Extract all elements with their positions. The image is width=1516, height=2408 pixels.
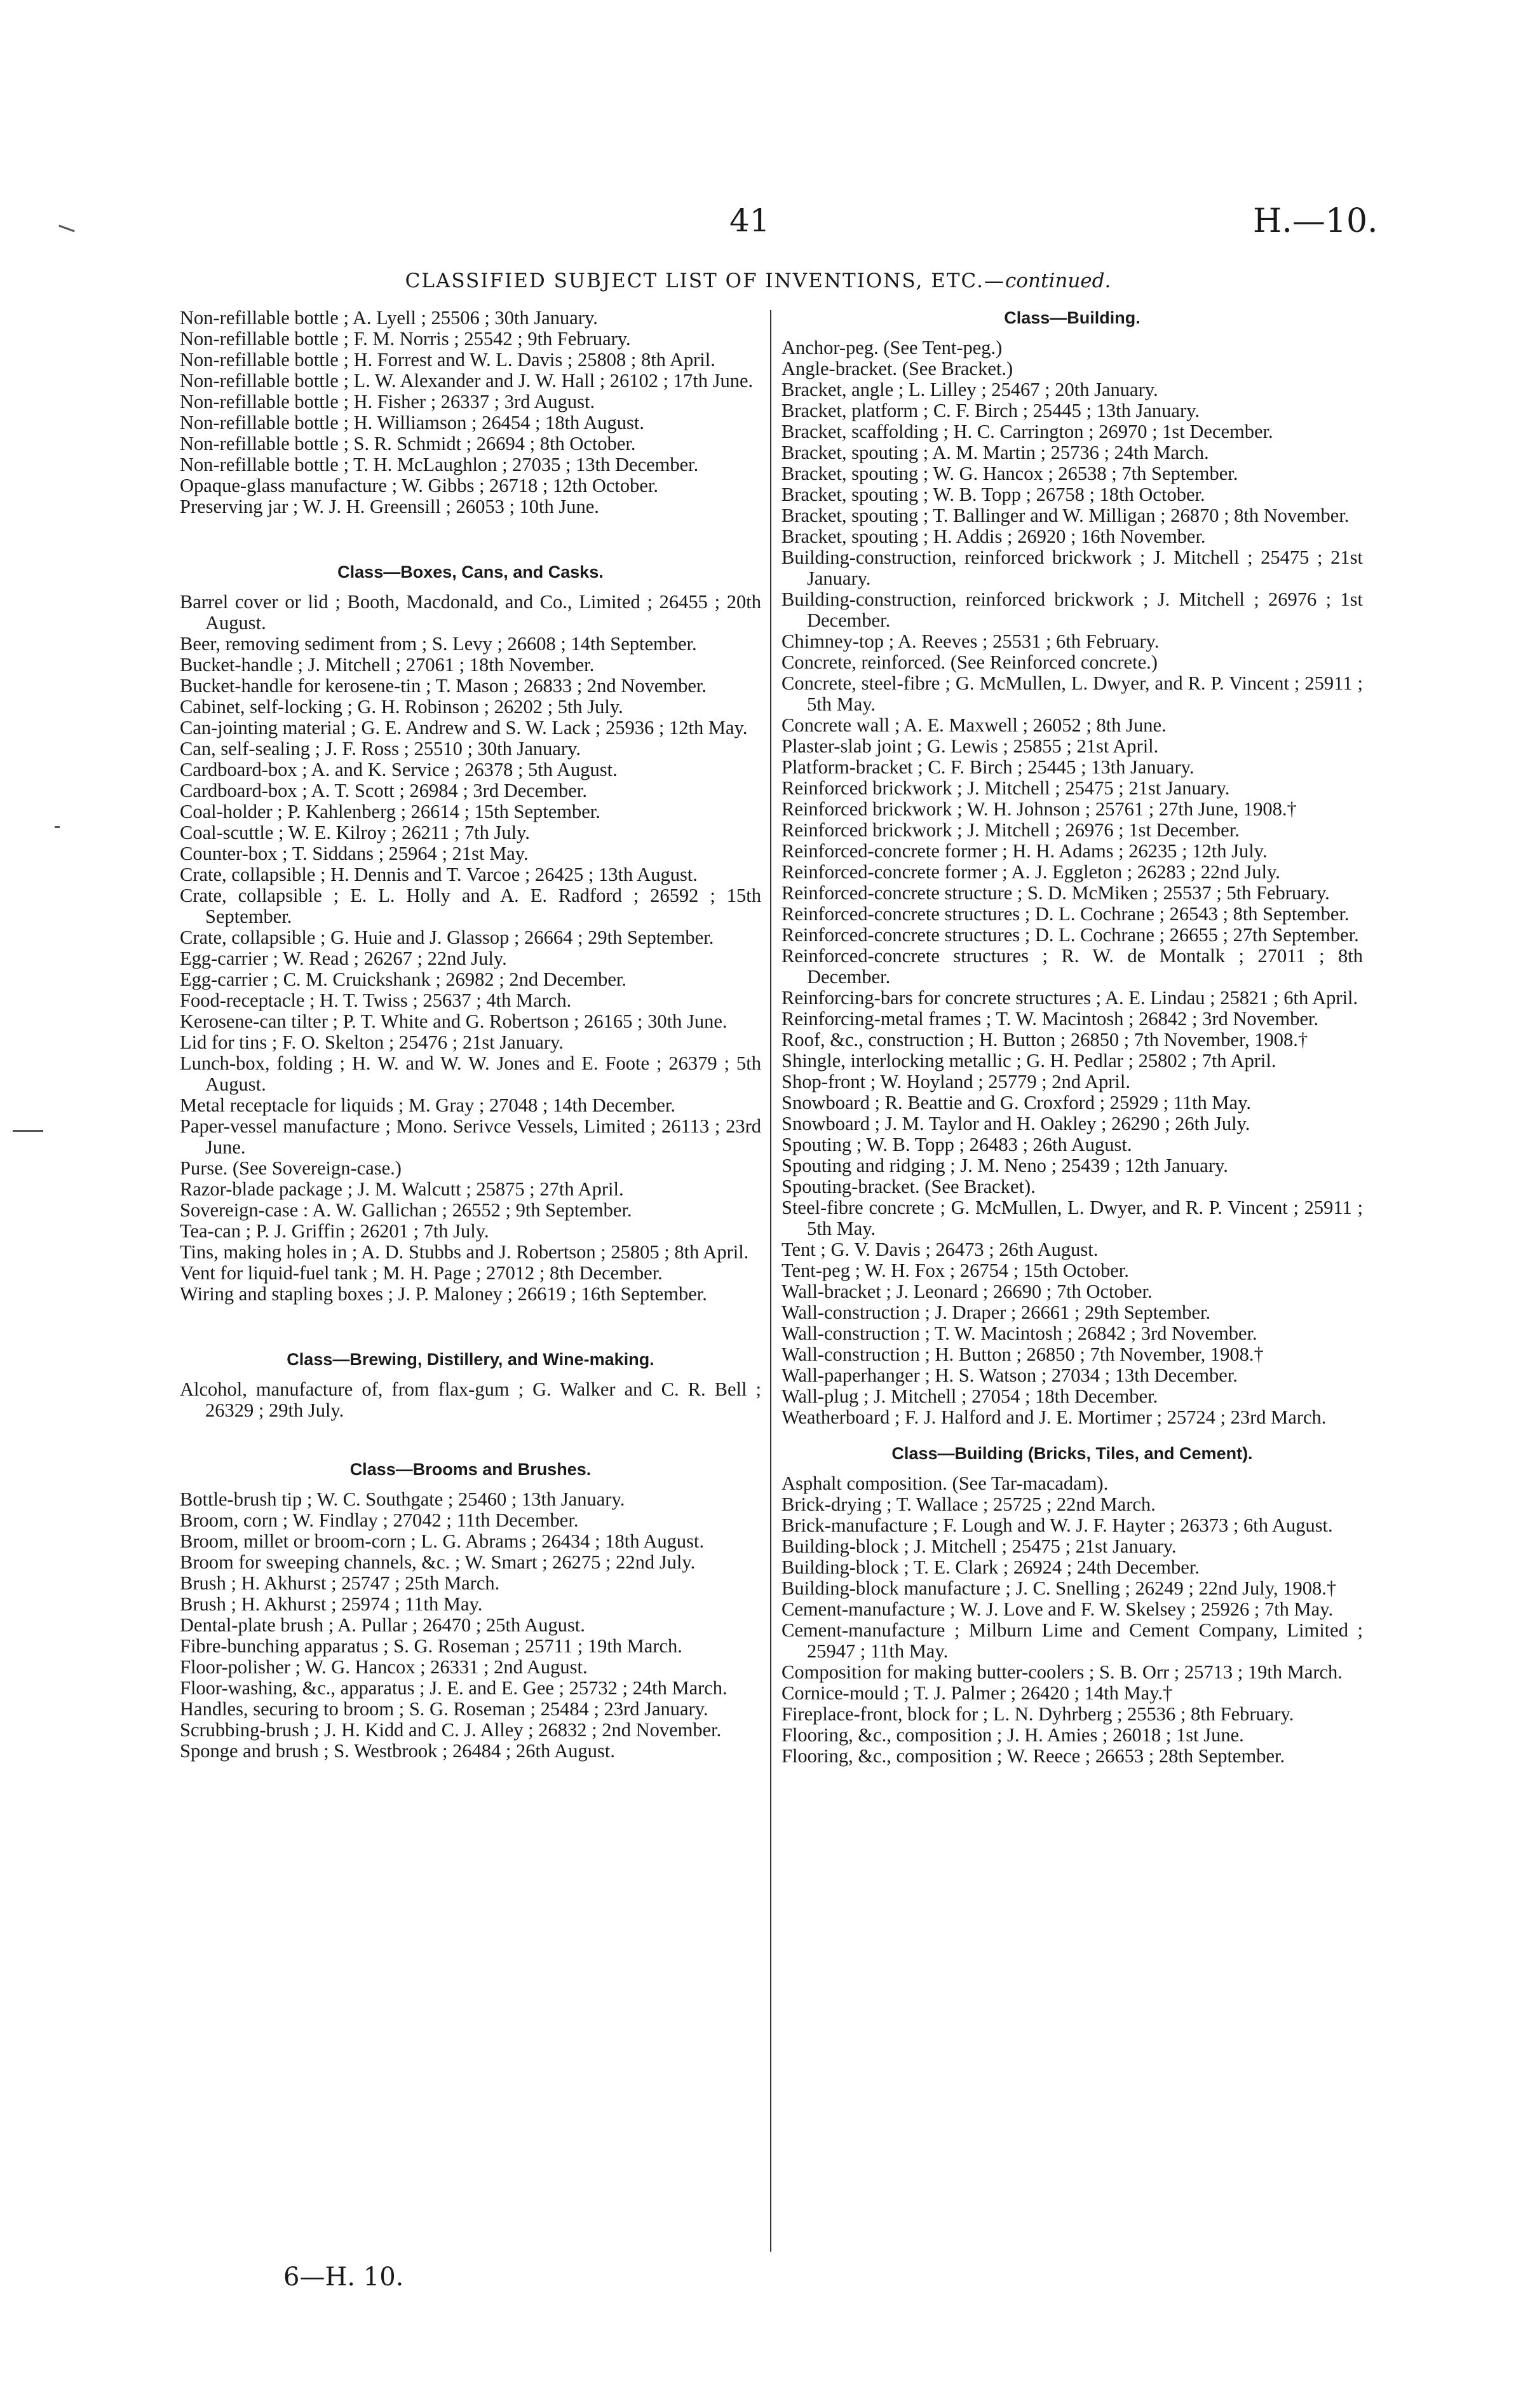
list-item: Beer, removing sediment from ; S. Levy ; 26608 ; 14th September.: [180, 633, 697, 655]
entry-list: [180, 592, 761, 1305]
list-item: Brick-drying ; T. Wallace ; 25725 ; 22nd March.: [782, 1493, 1156, 1515]
entry-list: [180, 1379, 761, 1421]
document-code: H.—10.: [1253, 202, 1378, 240]
list-item: Tea-can ; P. J. Griffin ; 26201 ; 7th July.: [180, 1220, 489, 1242]
list-item: Angle-bracket. (See Bracket.): [782, 358, 1013, 379]
list-item: Bracket, spouting ; A. M. Martin ; 25736 ; 24th March.: [782, 442, 1209, 463]
list-item: Brick-manufacture ; F. Lough and W. J. F. Hayter ; 26373 ; 6th August.: [782, 1514, 1333, 1536]
list-item: Bottle-brush tip ; W. C. Southgate ; 25460 ; 13th January.: [180, 1488, 625, 1510]
list-item: Opaque-glass manufacture ; W. Gibbs ; 26718 ; 12th October.: [180, 475, 659, 496]
list-item: Food-receptacle ; H. T. Twiss ; 25637 ; 4th March.: [180, 990, 572, 1011]
list-item: Barrel cover or lid ; Booth, Macdonald, and Co., Limited ; 26455 ; 20th August.: [180, 591, 761, 634]
list-item: Wall-construction ; J. Draper ; 26661 ; 29th September.: [782, 1302, 1211, 1323]
list-item: Bracket, spouting ; W. B. Topp ; 26758 ; 18th October.: [782, 484, 1205, 505]
list-item: Non-refillable bottle ; S. R. Schmidt ; 26694 ; 8th October.: [180, 433, 636, 454]
list-item: Chimney-top ; A. Reeves ; 25531 ; 6th February.: [782, 630, 1160, 652]
list-item: Reinforced-concrete structures ; D. L. Cochrane ; 26655 ; 27th September.: [782, 924, 1359, 946]
list-item: Steel-fibre concrete ; G. McMullen, L. Dwyer, and R. P. Vincent ; 25911 ; 5th May.: [782, 1197, 1363, 1239]
list-item: Spouting ; W. B. Topp ; 26483 ; 26th August.: [782, 1134, 1132, 1155]
list-item: Concrete, steel-fibre ; G. McMullen, L. Dwyer, and R. P. Vincent ; 25911 ; 5th May.: [782, 672, 1363, 715]
list-item: Floor-washing, &c., apparatus ; J. E. and E. Gee ; 25732 ; 24th March.: [180, 1677, 728, 1699]
list-item: Anchor-peg. (See Tent-peg.): [782, 337, 1003, 358]
list-item: Reinforced-concrete former ; H. H. Adams ; 26235 ; 12th July.: [782, 840, 1268, 862]
list-item: Razor-blade package ; J. M. Walcutt ; 25875 ; 27th April.: [180, 1178, 624, 1200]
page-title-text: CLASSIFIED SUBJECT LIST OF INVENTIONS, ETC.—: [405, 269, 1006, 292]
section-heading: Class—Boxes, Cans, and Casks.: [337, 562, 604, 582]
list-item: Can-jointing material ; G. E. Andrew and S. W. Lack ; 25936 ; 12th May.: [180, 717, 748, 738]
list-item: Bucket-handle for kerosene-tin ; T. Mason ; 26833 ; 2nd November.: [180, 675, 707, 697]
list-item: Spouting-bracket. (See Bracket).: [782, 1176, 1036, 1197]
list-item: Asphalt composition. (See Tar-macadam).: [782, 1473, 1109, 1494]
list-item: Reinforced-concrete structures ; D. L. Cochrane ; 26543 ; 8th September.: [782, 903, 1350, 925]
list-item: Bracket, scaffolding ; H. C. Carrington ; 26970 ; 1st December.: [782, 421, 1273, 442]
column-divider: [770, 310, 771, 2252]
list-item: Reinforced-concrete structures ; R. W. de Montalk ; 27011 ; 8th December.: [782, 945, 1363, 988]
list-item: Reinforced-concrete former ; A. J. Eggleton ; 26283 ; 22nd July.: [782, 861, 1280, 883]
list-item: Metal receptacle for liquids ; M. Gray ; 27048 ; 14th December.: [180, 1094, 676, 1116]
section-heading: Class—Brooms and Brushes.: [349, 1460, 592, 1479]
list-item: Brush ; H. Akhurst ; 25747 ; 25th March.: [180, 1572, 500, 1594]
section-boxes: [180, 562, 761, 1305]
page-title-suffix: continued.: [1005, 269, 1111, 292]
list-item: Platform-bracket ; C. F. Birch ; 25445 ; 13th January.: [782, 756, 1195, 778]
list-item: Cardboard-box ; A. and K. Service ; 26378 ; 5th August.: [180, 759, 618, 780]
list-item: Egg-carrier ; C. M. Cruickshank ; 26982 ; 2nd December.: [180, 969, 627, 990]
list-item: Bucket-handle ; J. Mitchell ; 27061 ; 18th November.: [180, 654, 595, 676]
list-item: Fireplace-front, block for ; L. N. Dyhrberg ; 25536 ; 8th February.: [782, 1703, 1294, 1725]
scan-mark: [58, 225, 74, 233]
list-item: Snowboard ; J. M. Taylor and H. Oakley ; 26290 ; 26th July.: [782, 1113, 1250, 1134]
entry-list: [782, 337, 1363, 1428]
list-item: Building-construction, reinforced brickwork ; J. Mitchell ; 25475 ; 21st January.: [782, 547, 1363, 589]
list-item: Can, self-sealing ; J. F. Ross ; 25510 ; 30th January.: [180, 738, 581, 759]
list-item: Concrete, reinforced. (See Reinforced concrete.): [782, 651, 1158, 673]
list-item: Bracket, spouting ; H. Addis ; 26920 ; 16th November.: [782, 526, 1206, 547]
page-title: [0, 269, 1516, 292]
list-item: Non-refillable bottle ; T. H. McLaughlon ; 27035 ; 13th December.: [180, 454, 699, 475]
list-item: Brush ; H. Akhurst ; 25974 ; 11th May.: [180, 1593, 483, 1615]
list-item: Weatherboard ; F. J. Halford and J. E. Mortimer ; 25724 ; 23rd March.: [782, 1406, 1327, 1428]
section-bricks: [782, 1443, 1363, 1767]
list-item: Vent for liquid-fuel tank ; M. H. Page ; 27012 ; 8th December.: [180, 1262, 663, 1284]
list-item: Building-block ; J. Mitchell ; 25475 ; 21st January.: [782, 1535, 1177, 1557]
list-item: Composition for making butter-coolers ; S. B. Orr ; 25713 ; 19th March.: [782, 1661, 1343, 1683]
list-item: Crate, collapsible ; E. L. Holly and A. E. Radford ; 26592 ; 15th September.: [180, 885, 761, 927]
list-item: Fibre-bunching apparatus ; S. G. Roseman ; 25711 ; 19th March.: [180, 1635, 682, 1657]
section-heading: Class—Brewing, Distillery, and Wine-making.: [287, 1350, 654, 1369]
list-item: Reinforced brickwork ; J. Mitchell ; 25475 ; 21st January.: [782, 777, 1230, 799]
list-item: Reinforcing-bars for concrete structures ; A. E. Lindau ; 25821 ; 6th April.: [782, 987, 1358, 1009]
list-item: Cornice-mould ; T. J. Palmer ; 26420 ; 14th May.†: [782, 1682, 1173, 1704]
list-item: Bracket, spouting ; W. G. Hancox ; 26538 ; 7th September.: [782, 463, 1238, 484]
section-brewing: [180, 1349, 761, 1421]
list-item: Building-construction, reinforced brickwork ; J. Mitchell ; 26976 ; 1st December.: [782, 588, 1363, 631]
list-item: Cement-manufacture ; Milburn Lime and Cement Company, Limited ; 25947 ; 11th May.: [782, 1619, 1363, 1662]
list-item: Shop-front ; W. Hoyland ; 25779 ; 2nd April.: [782, 1071, 1130, 1092]
list-item: Crate, collapsible ; G. Huie and J. Glassop ; 26664 ; 29th September.: [180, 927, 714, 948]
list-item: Non-refillable bottle ; L. W. Alexander and J. W. Hall ; 26102 ; 17th June.: [180, 370, 754, 391]
list-item: Wall-bracket ; J. Leonard ; 26690 ; 7th October.: [782, 1281, 1153, 1302]
page-footer: 6—H. 10.: [283, 2262, 404, 2292]
section-heading: Class—Building (Bricks, Tiles, and Cement).: [891, 1444, 1253, 1463]
scan-mark: [55, 826, 60, 828]
list-item: Tins, making holes in ; A. D. Stubbs and J. Robertson ; 25805 ; 8th April.: [180, 1241, 749, 1263]
list-item: Purse. (See Sovereign-case.): [180, 1157, 402, 1179]
list-item: Crate, collapsible ; H. Dennis and T. Varcoe ; 26425 ; 13th August.: [180, 864, 698, 885]
list-item: Lunch-box, folding ; H. W. and W. W. Jones and E. Foote ; 26379 ; 5th August.: [180, 1052, 761, 1095]
list-item: Broom, corn ; W. Findlay ; 27042 ; 11th December.: [180, 1509, 579, 1531]
page-number: 41: [729, 202, 770, 239]
list-item: Floor-polisher ; W. G. Hancox ; 26331 ; 2nd August.: [180, 1656, 588, 1678]
list-item: Wiring and stapling boxes ; J. P. Maloney ; 26619 ; 16th September.: [180, 1283, 707, 1305]
list-item: Cement-manufacture ; W. J. Love and F. W. Skelsey ; 25926 ; 7th May.: [782, 1598, 1334, 1620]
list-item: Non-refillable bottle ; A. Lyell ; 25506 ; 30th January.: [180, 307, 598, 329]
list-item: Spouting and ridging ; J. M. Neno ; 25439 ; 12th January.: [782, 1155, 1228, 1176]
list-item: Snowboard ; R. Beattie and G. Croxford ; 25929 ; 11th May.: [782, 1092, 1251, 1113]
list-item: Handles, securing to broom ; S. G. Roseman ; 25484 ; 23rd January.: [180, 1698, 708, 1720]
list-item: Wall-paperhanger ; H. S. Watson ; 27034 ; 13th December.: [782, 1364, 1238, 1386]
list-item: Reinforced brickwork ; J. Mitchell ; 26976 ; 1st December.: [782, 819, 1240, 841]
list-item: Tent ; G. V. Davis ; 26473 ; 26th August.: [782, 1239, 1099, 1260]
list-item: Flooring, &c., composition ; J. H. Amies ; 26018 ; 1st June.: [782, 1724, 1244, 1746]
list-item: Preserving jar ; W. J. H. Greensill ; 26053 ; 10th June.: [180, 496, 599, 517]
list-item: Wall-construction ; H. Button ; 26850 ; 7th November, 1908.†: [782, 1343, 1264, 1365]
list-item: Bracket, platform ; C. F. Birch ; 25445 ; 13th January.: [782, 400, 1200, 421]
list-item: Coal-scuttle ; W. E. Kilroy ; 26211 ; 7th July.: [180, 822, 530, 843]
entry-list: [180, 1489, 761, 1762]
list-item: Non-refillable bottle ; H. Williamson ; 26454 ; 18th August.: [180, 412, 644, 433]
list-item: Flooring, &c., composition ; W. Reece ; 26653 ; 28th September.: [782, 1745, 1285, 1767]
list-item: Sponge and brush ; S. Westbrook ; 26484 ; 26th August.: [180, 1740, 615, 1762]
section-heading: Class—Building.: [1004, 308, 1140, 327]
section-brooms: [180, 1459, 761, 1762]
list-item: Egg-carrier ; W. Read ; 26267 ; 22nd July.: [180, 948, 507, 969]
list-item: Non-refillable bottle ; F. M. Norris ; 25542 ; 9th February.: [180, 328, 631, 350]
list-item: Broom, millet or broom-corn ; L. G. Abrams ; 26434 ; 18th August.: [180, 1530, 705, 1552]
list-item: Paper-vessel manufacture ; Mono. Serivce Vessels, Limited ; 26113 ; 23rd June.: [180, 1115, 761, 1158]
list-item: Counter-box ; T. Siddans ; 25964 ; 21st May.: [180, 843, 529, 864]
list-item: Reinforcing-metal frames ; T. W. Macintosh ; 26842 ; 3rd November.: [782, 1008, 1319, 1030]
list-item: Non-refillable bottle ; H. Forrest and W. L. Davis ; 25808 ; 8th April.: [180, 349, 715, 371]
right-column: [782, 308, 1363, 1767]
list-item: Bracket, angle ; L. Lilley ; 25467 ; 20th January.: [782, 379, 1158, 400]
list-item: Wall-plug ; J. Mitchell ; 27054 ; 18th December.: [782, 1385, 1158, 1407]
list-item: Plaster-slab joint ; G. Lewis ; 25855 ; 21st April.: [782, 735, 1159, 757]
list-item: Bracket, spouting ; T. Ballinger and W. Milligan ; 26870 ; 8th November.: [782, 505, 1350, 526]
list-item: Building-block manufacture ; J. C. Snelling ; 26249 ; 22nd July, 1908.†: [782, 1577, 1337, 1599]
list-item: Concrete wall ; A. E. Maxwell ; 26052 ; 8th June.: [782, 714, 1167, 736]
list-item: Lid for tins ; F. O. Skelton ; 25476 ; 21st January.: [180, 1031, 564, 1053]
left-column: [180, 308, 761, 1762]
list-item: Roof, &c., construction ; H. Button ; 26850 ; 7th November, 1908.†: [782, 1029, 1308, 1051]
list-item: Sovereign-case : A. W. Gallichan ; 26552 ; 9th September.: [180, 1199, 632, 1221]
list-item: Tent-peg ; W. H. Fox ; 26754 ; 15th October.: [782, 1260, 1129, 1281]
list-item: Reinforced-concrete structure ; S. D. McMiken ; 25537 ; 5th February.: [782, 882, 1330, 904]
list-item: Wall-construction ; T. W. Macintosh ; 26842 ; 3rd November.: [782, 1323, 1257, 1344]
list-item: Scrubbing-brush ; J. H. Kidd and C. J. Alley ; 26832 ; 2nd November.: [180, 1719, 722, 1741]
list-item: Coal-holder ; P. Kahlenberg ; 26614 ; 15th September.: [180, 801, 600, 822]
list-item: Alcohol, manufacture of, from flax-gum ; G. Walker and C. R. Bell ; 26329 ; 29th July.: [180, 1378, 761, 1421]
list-item: Building-block ; T. E. Clark ; 26924 ; 24th December.: [782, 1556, 1200, 1578]
list-item: Cabinet, self-locking ; G. H. Robinson ; 26202 ; 5th July.: [180, 696, 623, 718]
bottles-list: [180, 308, 761, 517]
list-item: Dental-plate brush ; A. Pullar ; 26470 ; 25th August.: [180, 1614, 585, 1636]
list-item: Reinforced brickwork ; W. H. Johnson ; 25761 ; 27th June, 1908.†: [782, 798, 1297, 820]
entry-list: [782, 1473, 1363, 1767]
list-item: Kerosene-can tilter ; P. T. White and G. Robertson ; 26165 ; 30th June.: [180, 1010, 728, 1032]
list-item: Non-refillable bottle ; H. Fisher ; 26337 ; 3rd August.: [180, 391, 595, 412]
list-item: Shingle, interlocking metallic ; G. H. Pedlar ; 25802 ; 7th April.: [782, 1050, 1276, 1071]
list-item: Cardboard-box ; A. T. Scott ; 26984 ; 3rd December.: [180, 780, 587, 801]
section-building: [782, 308, 1363, 1428]
list-item: Broom for sweeping channels, &c. ; W. Smart ; 26275 ; 22nd July.: [180, 1551, 696, 1573]
scan-mark: [13, 1130, 43, 1132]
